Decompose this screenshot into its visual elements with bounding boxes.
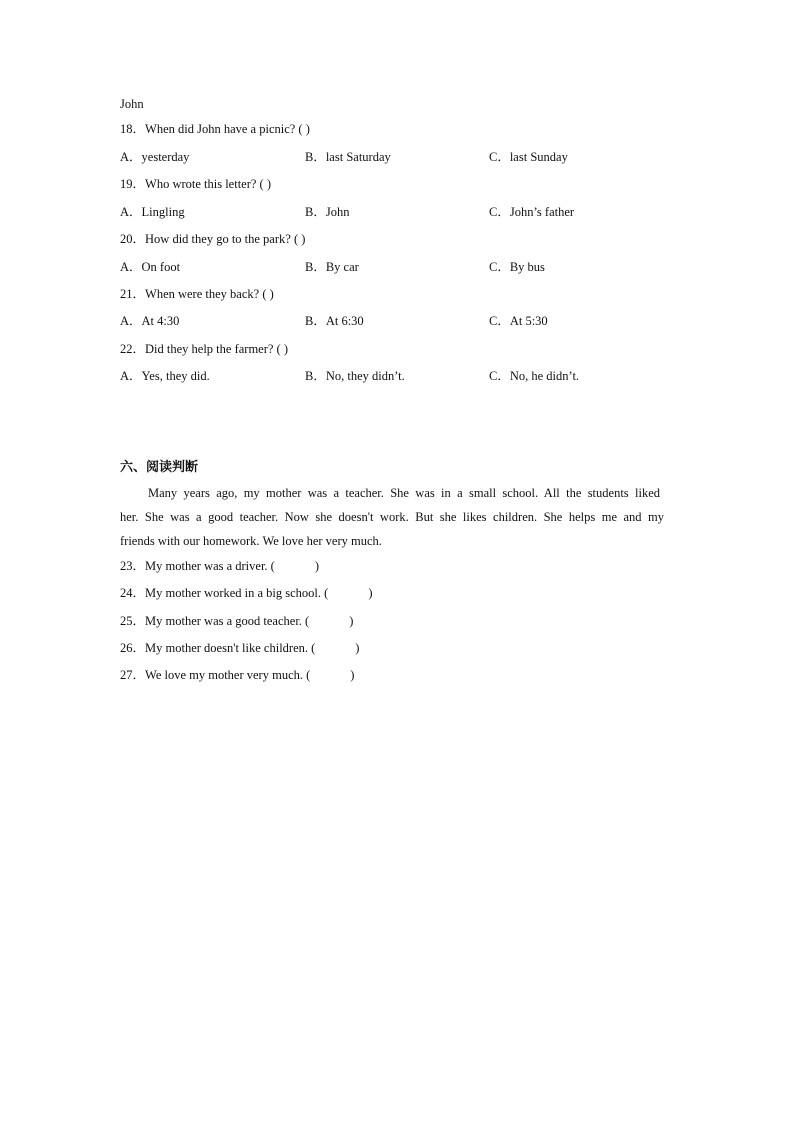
- question-number: 22．: [120, 342, 146, 356]
- question-text: How did they go to the park? ( ): [145, 232, 306, 246]
- question-number: 18．: [120, 122, 146, 136]
- option-a[interactable]: A．Lingling: [120, 205, 185, 219]
- option-b[interactable]: B．By car: [305, 260, 359, 274]
- option-b[interactable]: B．last Saturday: [305, 150, 391, 164]
- statement-number: 23．: [120, 559, 146, 573]
- option-a[interactable]: A．On foot: [120, 260, 181, 274]
- option-c[interactable]: C．last Sunday: [489, 150, 568, 164]
- statement-number: 25．: [120, 614, 146, 628]
- statement-close: ): [350, 668, 355, 682]
- top-name: John: [120, 97, 144, 111]
- statement-close: ): [355, 641, 360, 655]
- statement-close: ): [368, 586, 373, 600]
- statement-23: [120, 558, 319, 574]
- question-number: 20．: [120, 232, 146, 246]
- statement-text: My mother was a driver. (: [145, 559, 275, 573]
- statement-24: [120, 585, 373, 601]
- statement-27: [120, 667, 354, 683]
- question-text: When were they back? ( ): [145, 287, 274, 301]
- question-number: 19．: [120, 177, 146, 191]
- option-a[interactable]: A．At 4:30: [120, 314, 180, 328]
- option-a[interactable]: A．yesterday: [120, 150, 190, 164]
- statement-text: We love my mother very much. (: [145, 668, 311, 682]
- option-c[interactable]: C．At 5:30: [489, 314, 548, 328]
- question-text: When did John have a picnic? ( ): [145, 122, 310, 136]
- option-c[interactable]: C．No, he didn’t.: [489, 369, 580, 383]
- question-number: 21．: [120, 287, 146, 301]
- passage-line: her. She was a good teacher. Now she doesn't work. But she likes children. She helps me and my: [120, 510, 664, 524]
- statement-text: My mother doesn't like children. (: [145, 641, 316, 655]
- statement-text: My mother was a good teacher. (: [145, 614, 310, 628]
- option-a[interactable]: A．Yes, they did.: [120, 369, 210, 383]
- question-18: [120, 121, 310, 137]
- question-20: [120, 231, 305, 247]
- statement-text: My mother worked in a big school. (: [145, 586, 329, 600]
- question-19: [120, 176, 271, 192]
- option-c[interactable]: C．John’s father: [489, 205, 575, 219]
- option-c[interactable]: C．By bus: [489, 260, 545, 274]
- statement-25: [120, 613, 353, 629]
- question-22: [120, 341, 288, 357]
- passage-line: Many years ago, my mother was a teacher. She was in a small school. All the students liked: [148, 486, 660, 500]
- statement-number: 27．: [120, 668, 146, 682]
- statement-number: 26．: [120, 641, 146, 655]
- section-heading: 六、阅读判断: [120, 460, 199, 475]
- passage-line: friends with our homework. We love her very much.: [120, 534, 382, 548]
- question-text: Who wrote this letter? ( ): [145, 177, 272, 191]
- option-b[interactable]: B．At 6:30: [305, 314, 364, 328]
- question-text: Did they help the farmer? ( ): [145, 342, 289, 356]
- statement-close: ): [314, 559, 320, 573]
- statement-26: [120, 640, 359, 656]
- option-b[interactable]: B．No, they didn’t.: [305, 369, 405, 383]
- statement-close: ): [349, 614, 354, 628]
- option-b[interactable]: B．John: [305, 205, 350, 219]
- question-21: [120, 286, 274, 302]
- statement-number: 24．: [120, 586, 146, 600]
